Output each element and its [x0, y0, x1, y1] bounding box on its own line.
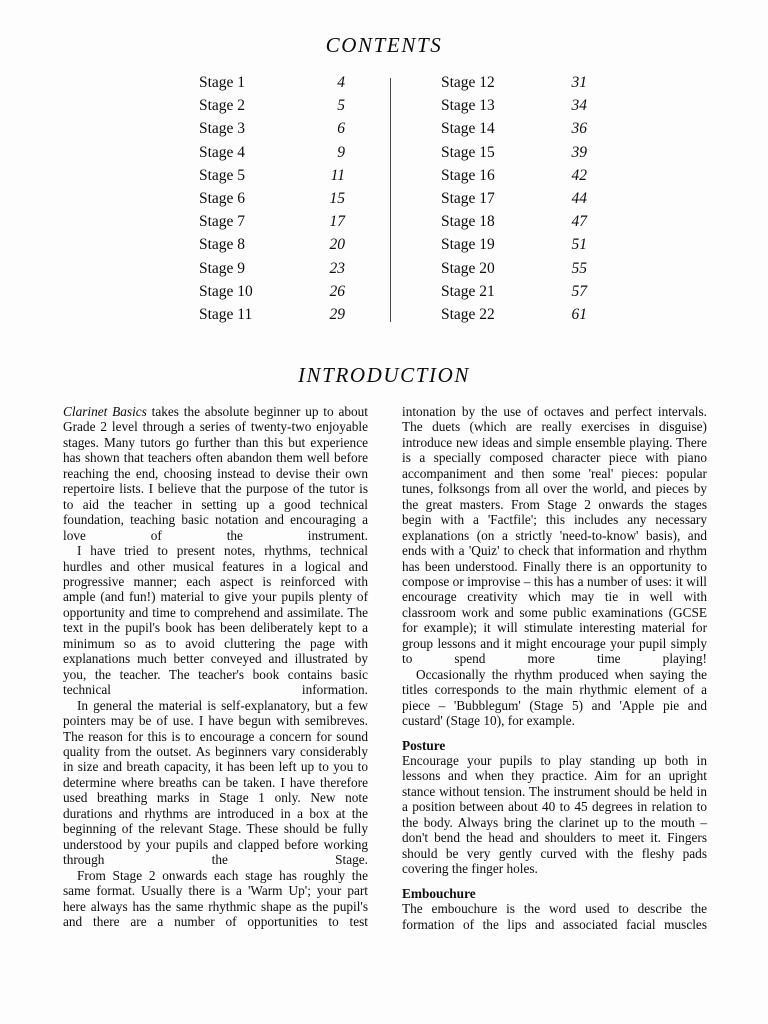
book-title-italic: Clarinet Basics — [63, 404, 147, 419]
toc-entry[interactable] — [441, 167, 641, 190]
toc-entry-label: Stage 18 — [441, 213, 495, 231]
toc-entry-label: Stage 1 — [199, 74, 246, 91]
toc-entry-label: Stage 22 — [441, 305, 495, 323]
toc-entry[interactable] — [441, 74, 641, 97]
toc-entry-page-number: 34 — [571, 97, 587, 115]
toc-entry-page-number: 51 — [571, 236, 587, 254]
toc-entry[interactable] — [199, 97, 399, 120]
toc-entry[interactable] — [199, 306, 399, 329]
toc-entry[interactable] — [199, 213, 399, 236]
toc-entry-label: Stage 14 — [441, 120, 495, 138]
paragraph-intro-1 — [63, 404, 368, 543]
toc-entry-page-number: 42 — [571, 166, 587, 184]
contents-heading: CONTENTS — [325, 33, 443, 57]
toc-entry-page-number: 6 — [337, 120, 345, 138]
section-spacer-posture — [402, 729, 707, 738]
toc-entry-page-number: 57 — [571, 282, 587, 300]
toc-entry-label: Stage 3 — [199, 120, 246, 138]
toc-entry-label: Stage 20 — [441, 259, 495, 277]
toc-entry-page-number: 11 — [330, 166, 345, 184]
toc-entry-page-number: 26 — [329, 282, 345, 300]
toc-entry-label: Stage 8 — [199, 236, 246, 254]
table-of-contents — [0, 74, 768, 326]
toc-entry-label: Stage 11 — [199, 305, 253, 323]
toc-entry[interactable] — [441, 213, 641, 236]
toc-entry-label: Stage 6 — [199, 189, 246, 207]
toc-entry[interactable] — [199, 260, 399, 283]
toc-entry-label: Stage 2 — [199, 97, 246, 115]
toc-entry[interactable] — [199, 120, 399, 143]
toc-entry[interactable] — [441, 190, 641, 213]
paragraph-intro-5: intonation by the use of octaves and perfect intervals. The duets (which are really exercises in disguise) introduce new ideas and simple ensemble playing. There is a specially composed character piece with piano accompaniment and then some 'real' pieces: popular tunes, folksongs from all over the world, and pieces by the great masters. From Stage 2 onwards the stages begin with a 'Factfile'; this includes any necessary explanations (on a strictly 'need-to-know' basis), and ends with a 'Quiz' to check that information and rhythm has been understood. Finally there is an opportunity to compose or improvise – this has a number of uses: it will encourage creativity which may tie in well with classroom work and some public examinations (GCSE for example); it will stimulate interesting material for group lessons and it might encourage your pupil simply to spend more time playing! — [402, 404, 707, 667]
toc-entry[interactable] — [441, 236, 641, 259]
introduction-column-right — [402, 404, 707, 932]
toc-entry[interactable] — [441, 97, 641, 120]
toc-entry-page-number: 9 — [337, 143, 345, 161]
toc-column-left — [199, 74, 399, 329]
toc-entry[interactable] — [441, 144, 641, 167]
toc-entry-label: Stage 10 — [199, 282, 253, 300]
toc-entry[interactable] — [199, 167, 399, 190]
toc-entry-page-number: 20 — [329, 236, 345, 254]
toc-entry-label: Stage 12 — [441, 74, 495, 91]
toc-entry[interactable] — [441, 120, 641, 143]
toc-entry-label: Stage 4 — [199, 143, 246, 161]
toc-entry-page-number: 39 — [571, 143, 587, 161]
toc-entry-page-number: 4 — [337, 74, 345, 91]
toc-entry-page-number: 15 — [329, 189, 345, 207]
toc-entry-label: Stage 16 — [441, 166, 495, 184]
toc-entry-page-number: 5 — [337, 97, 345, 115]
toc-entry-page-number: 29 — [329, 305, 345, 323]
toc-entry-page-number: 47 — [571, 213, 587, 231]
embouchure-paragraph: The embouchure is the word used to describe the formation of the lips and associated facial muscles — [402, 901, 707, 932]
toc-entry[interactable] — [441, 260, 641, 283]
toc-entry[interactable] — [199, 283, 399, 306]
toc-entry-label: Stage 5 — [199, 166, 246, 184]
toc-entry[interactable] — [199, 74, 399, 97]
toc-entry[interactable] — [441, 283, 641, 306]
toc-entry-page-number: 17 — [329, 213, 345, 231]
toc-entry-label: Stage 19 — [441, 236, 495, 254]
embouchure-heading: Embouchure — [402, 885, 476, 901]
introduction-column-left — [63, 404, 368, 929]
toc-entry[interactable] — [199, 236, 399, 259]
toc-entry[interactable] — [441, 306, 641, 329]
paragraph-intro-6: Occasionally the rhythm produced when saying the titles corresponds to the main rhythmic element of a piece – 'Bubblegum' (Stage 5) and 'Apple pie and custard' (Stage 10), for example. — [402, 666, 707, 729]
toc-column-right — [441, 74, 641, 329]
toc-entry-page-number: 31 — [571, 74, 587, 91]
paragraph-intro-1-text: takes the absolute beginner up to about Grade 2 level through a series of twenty-two enjoyable stages. Many tutors go further than this but experience has shown that teachers often abandon them well before reaching the end, choosing instead to devise their own repertoire lists. I believe that the purpose of the tutor is to aid the teacher in setting up a good technical foundation, teaching basic notation and encouraging a love of the instrument. — [63, 404, 368, 543]
paragraph-intro-3: In general the material is self-explanatory, but a few pointers may be of use. I have begun with semibreves. The reason for this is to encourage a concern for sound quality from the outset. As beginners vary considerably in size and breath capacity, it has been left up to you to determine where breaths can be taken. I have therefore used breathing marks in Stage 1 only. New note durations and rhythms are introduced in a box at the beginning of the relevant Stage. These should be fully understood by your pupils and clapped before working through the Stage. — [63, 697, 368, 868]
paragraph-intro-2: I have tried to present notes, rhythms, technical hurdles and other musical features in a logical and progressive manner; each aspect is reinforced with ample (and fun!) material to give your pupils plenty of opportunity and time to comprehend and assimilate. The text in the pupil's book has been deliberately kept to a minimum so as to avoid cluttering the page with explanations much better conveyed and illustrated by you, the teacher. The teacher's book contains basic technical information. — [63, 543, 368, 698]
toc-entry-label: Stage 21 — [441, 282, 495, 300]
toc-entry[interactable] — [199, 144, 399, 167]
toc-entry-page-number: 61 — [571, 305, 587, 323]
paragraph-intro-4: From Stage 2 onwards each stage has roughly the same format. Usually there is a 'Warm Up'; your part here always has the same rhythmic shape as the pupil's and there are a number of opportunities to test — [63, 867, 368, 929]
toc-entry-label: Stage 9 — [199, 259, 246, 277]
toc-entry-label: Stage 15 — [441, 143, 495, 161]
posture-paragraph: Encourage your pupils to play standing up both in lessons and when they practice. Aim for an upright stance without tension. The instrument should be held in a position between about 40 to 45 degrees in relation to the body. Always bring the clarinet up to the mouth – don't bend the head and shoulders to meet it. Fingers should be very gently curved with the fleshy pads covering the finger holes. — [402, 752, 707, 877]
introduction-heading: INTRODUCTION — [297, 363, 471, 387]
introduction-body — [0, 404, 768, 964]
toc-entry-label: Stage 7 — [199, 213, 246, 231]
toc-entry-label: Stage 13 — [441, 97, 495, 115]
toc-entry-page-number: 36 — [571, 120, 587, 138]
toc-entry-page-number: 55 — [571, 259, 587, 277]
posture-heading: Posture — [402, 737, 446, 753]
toc-entry-label: Stage 17 — [441, 189, 495, 207]
section-spacer-embouchure — [402, 877, 707, 886]
toc-entry-page-number: 23 — [329, 259, 345, 277]
toc-entry-page-number: 44 — [571, 189, 587, 207]
toc-entry[interactable] — [199, 190, 399, 213]
